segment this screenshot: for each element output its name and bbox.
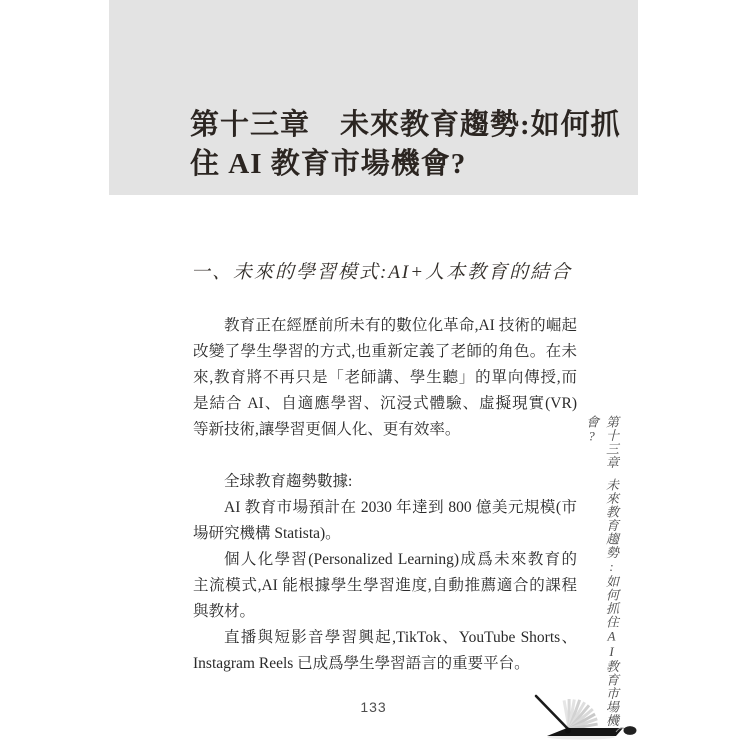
body-line: 來,教育將不再只是「老師講、學生聽」的單向傳授,而	[193, 369, 577, 386]
body-line: 等新技術,讓學習更個人化、更有效率。	[193, 421, 461, 438]
body-line: AI 教育市場預計在 2030 年達到 800 億美元規模(市	[224, 499, 577, 516]
running-title-text: 未來教育趨勢:如何抓住AI教育市場機會?	[584, 415, 619, 727]
body-line: 個人化學習(Personalized Learning)成爲未來教育的	[224, 551, 577, 568]
body-line: 主流模式,AI 能根據學生學習進度,自動推薦適合的課程	[193, 577, 577, 594]
laptop-hinge-shape	[565, 728, 571, 734]
section-heading: 一、未來的學習模式:AI+人本教育的結合	[191, 262, 573, 283]
laptop-book-icon	[523, 689, 643, 743]
mouse-shape	[624, 726, 637, 735]
body-line: 場研究機構 Statista)。	[193, 525, 341, 542]
page-number: 133	[360, 699, 387, 715]
chapter-header-box	[109, 0, 638, 195]
chapter-title-line-1: 第十三章 未來教育趨勢:如何抓	[190, 109, 621, 141]
laptop-base-shape	[547, 728, 623, 736]
body-line: 是結合 AI、自適應學習、沉浸式體驗、虛擬現實(VR)	[193, 395, 577, 412]
body-line: 改變了學生學習的方式,也重新定義了老師的角色。在未	[193, 343, 577, 360]
body-text	[193, 313, 577, 677]
running-title-chapter: 第十三章	[604, 415, 619, 469]
body-line: 全球教育趨勢數據:	[224, 473, 353, 490]
body-line: 與教材。	[193, 603, 256, 620]
body-line: 直播與短影音學習興起,TikTok、YouTube Shorts、	[224, 629, 577, 646]
body-line: 教育正在經歷前所未有的數位化革命,AI 技術的崛起	[224, 317, 577, 334]
chapter-title-line-2: 住 AI 教育市場機會?	[190, 148, 467, 180]
chapter-title	[190, 106, 630, 184]
body-line: Instagram Reels 已成爲學生學習語言的重要平台。	[193, 655, 530, 672]
